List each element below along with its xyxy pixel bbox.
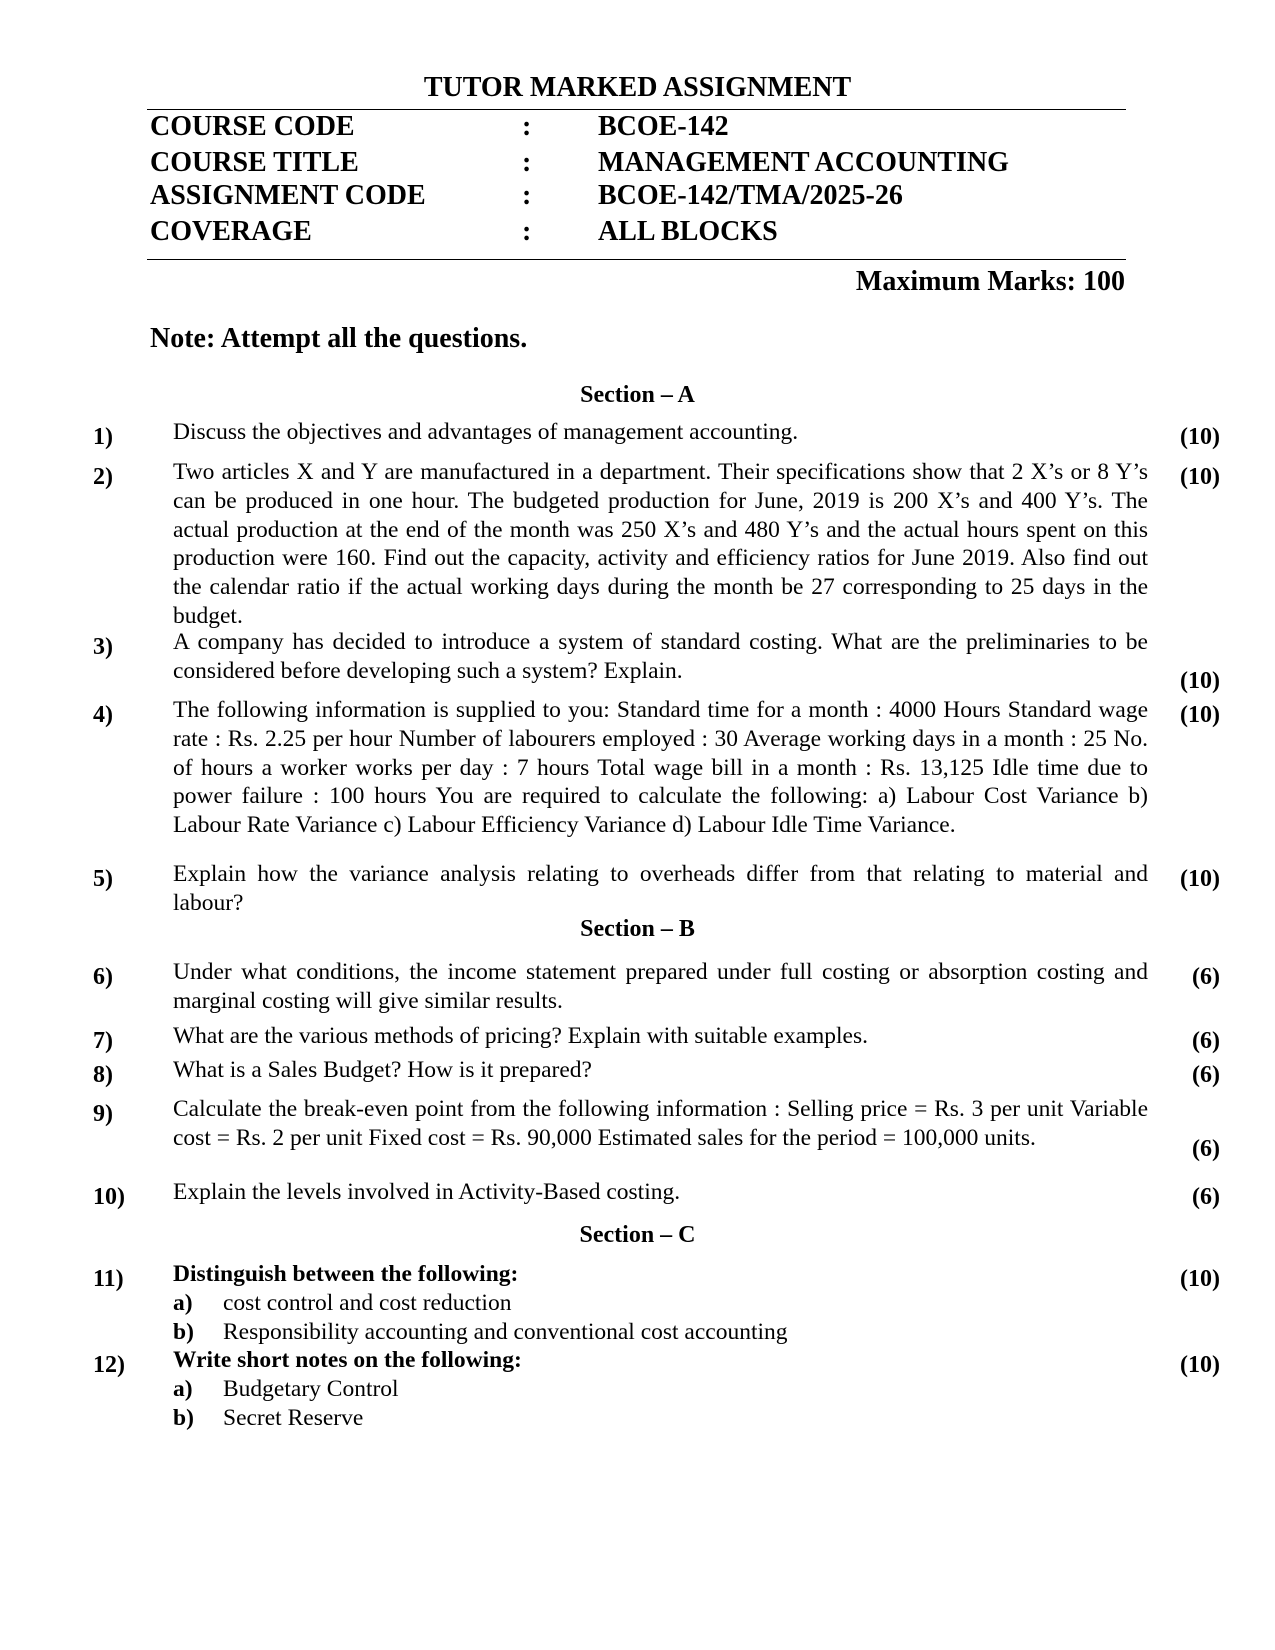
question-number: 9) xyxy=(93,1101,113,1127)
question-number: 3) xyxy=(93,634,113,660)
meta-label: COVERAGE xyxy=(150,216,312,247)
meta-row-assignment-code xyxy=(150,180,1080,214)
question-marks: (6) xyxy=(1192,1028,1220,1054)
question-number: 11) xyxy=(93,1266,124,1292)
sub-item-letter: a) xyxy=(173,1290,193,1316)
maximum-marks: Maximum Marks: 100 xyxy=(855,266,1125,297)
instruction-note: Note: Attempt all the questions. xyxy=(150,323,528,354)
sub-item-text: Responsibility accounting and conventional cost accounting xyxy=(223,1319,788,1345)
question-number: 6) xyxy=(93,964,113,990)
question-text: Discuss the objectives and advantages of management accounting. xyxy=(173,419,799,445)
section-a-heading: Section – A xyxy=(580,382,695,408)
document-title: TUTOR MARKED ASSIGNMENT xyxy=(423,72,852,103)
question-number: 12) xyxy=(93,1352,125,1378)
sub-item xyxy=(173,1404,1073,1433)
meta-row-course-code xyxy=(150,111,1080,145)
question-text: Explain the levels involved in Activity-Based costing. xyxy=(173,1179,681,1205)
question-marks: (6) xyxy=(1192,1184,1220,1210)
question-text: Explain how the variance analysis relating to overheads differ from that relating to material and labour? xyxy=(173,861,1148,916)
meta-value: MANAGEMENT ACCOUNTING xyxy=(598,147,1009,178)
question-marks: (6) xyxy=(1192,964,1220,990)
question-number: 10) xyxy=(93,1184,125,1210)
meta-separator: : xyxy=(522,111,532,142)
question-marks: (10) xyxy=(1180,702,1220,728)
sub-item-text: Secret Reserve xyxy=(223,1405,364,1431)
meta-value: ALL BLOCKS xyxy=(598,216,778,247)
sub-item-letter: a) xyxy=(173,1376,193,1402)
question-text: What is a Sales Budget? How is it prepared? xyxy=(173,1057,592,1083)
question-number: 5) xyxy=(93,866,113,892)
question-text: Calculate the break-even point from the following information : Selling price = Rs. 3 per unit Variable cost = Rs. 2 per unit Fixed cost = Rs. 90,000 Estimated sales for the period = 100,000 units. xyxy=(173,1096,1148,1151)
sub-item-letter: b) xyxy=(173,1319,194,1345)
question-marks: (6) xyxy=(1192,1062,1220,1088)
section-c-heading: Section – C xyxy=(579,1222,696,1248)
question-text: A company has decided to introduce a system of standard costing. What are the preliminaries to be considered before developing such a system? Explain. xyxy=(173,629,1148,684)
sub-item xyxy=(173,1318,1073,1347)
meta-row-course-title xyxy=(150,147,1080,181)
question-number: 7) xyxy=(93,1028,113,1054)
question-text: Under what conditions, the income statement prepared under full costing or absorption costing and marginal costing will give similar results. xyxy=(173,959,1148,1014)
question-marks: (10) xyxy=(1180,866,1220,892)
question-text: The following information is supplied to you: Standard time for a month : 4000 Hours Standard wage rate : Rs. 2.25 per hour Number of labourers employed : 30 Average working days in a month : 25 No. of hours a worker works per day : 7 hours Total wage bill in a month : Rs. 13,125 Idle time due to power failure : 100 hours You are required to calculate the following: a) Labour Cost Variance b) Labour Rate Variance c) Labour Efficiency Variance d) Labour Idle Time Variance. xyxy=(173,697,1148,839)
question-text: Write short notes on the following: xyxy=(173,1347,522,1373)
question-text: Two articles X and Y are manufactured in a department. Their specifications show that 2 X’s or 8 Y’s can be produced in one hour. The budgeted production for June, 2019 is 200 X’s and 400 Y’s. The actual production at the end of the month was 250 X’s and 480 Y’s and the actual hours spent on this production were 160. Find out the capacity, activity and efficiency ratios for June 2019. Also find out the calendar ratio if the actual working days during the month be 27 corresponding to 25 days in the budget. xyxy=(173,459,1148,629)
sub-item-text: Budgetary Control xyxy=(223,1376,399,1402)
question-text: What are the various methods of pricing? Explain with suitable examples. xyxy=(173,1023,869,1049)
question-marks: (10) xyxy=(1180,1352,1220,1378)
meta-separator: : xyxy=(522,147,532,178)
question-number: 8) xyxy=(93,1062,113,1088)
meta-label: COURSE TITLE xyxy=(150,147,359,178)
question-marks: (6) xyxy=(1192,1136,1220,1162)
bottom-rule xyxy=(147,259,1126,260)
top-rule xyxy=(147,109,1126,110)
section-b-heading: Section – B xyxy=(580,916,695,942)
question-number: 2) xyxy=(93,464,113,490)
sub-item xyxy=(173,1375,1073,1404)
question-text: Distinguish between the following: xyxy=(173,1261,519,1287)
sub-item-text: cost control and cost reduction xyxy=(223,1290,512,1316)
meta-separator: : xyxy=(522,180,532,211)
question-marks: (10) xyxy=(1180,1266,1220,1292)
meta-label: ASSIGNMENT CODE xyxy=(150,180,426,211)
question-number: 1) xyxy=(93,424,113,450)
meta-value: BCOE-142 xyxy=(598,111,729,142)
meta-separator: : xyxy=(522,216,532,247)
sub-item xyxy=(173,1289,1073,1318)
question-marks: (10) xyxy=(1180,668,1220,694)
sub-item-letter: b) xyxy=(173,1405,194,1431)
question-marks: (10) xyxy=(1180,464,1220,490)
meta-label: COURSE CODE xyxy=(150,111,355,142)
question-marks: (10) xyxy=(1180,424,1220,450)
question-number: 4) xyxy=(93,702,113,728)
meta-value: BCOE-142/TMA/2025-26 xyxy=(598,180,903,211)
meta-row-coverage xyxy=(150,216,1080,250)
